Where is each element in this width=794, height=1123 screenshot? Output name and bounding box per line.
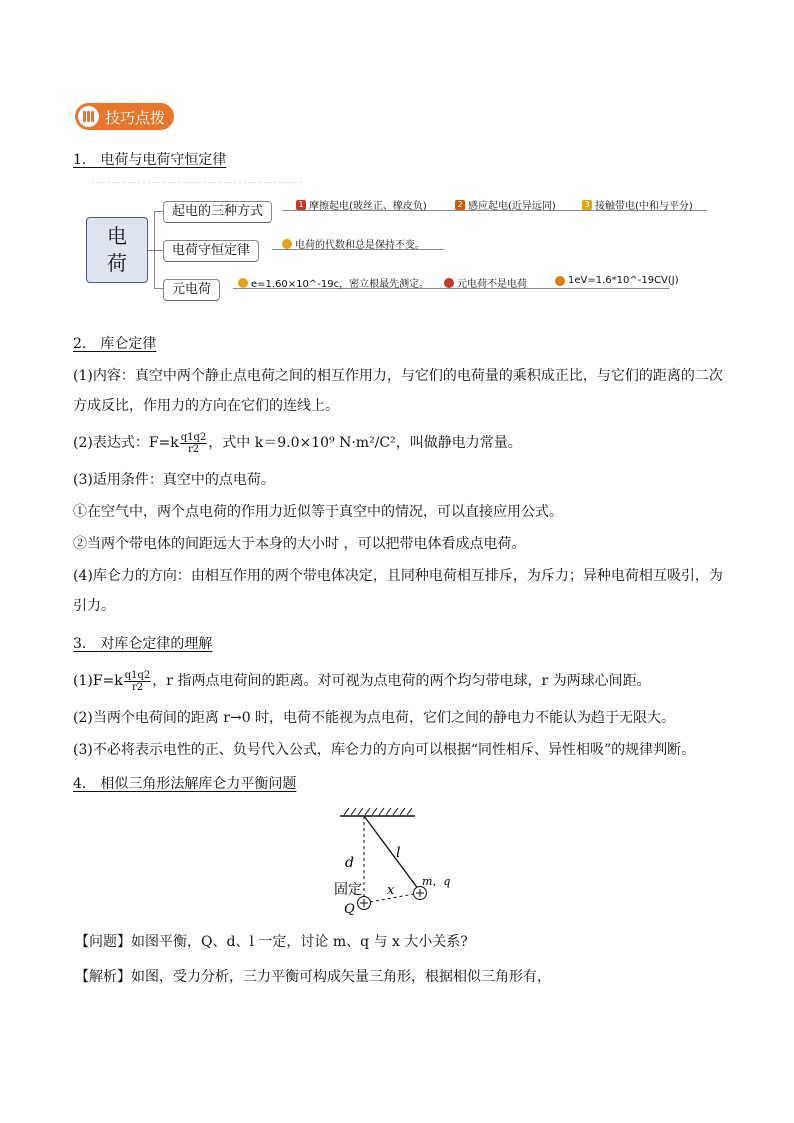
mindmap-root: [86, 217, 148, 283]
paragraph: (3)不必将表示电性的正、负号代入公式，库仑力的方向可以根据“同性相斥、异性相吸”的规律判断。: [73, 742, 696, 758]
mindmap-leaf: 电荷的代数和总是保持不变。: [282, 236, 425, 251]
section2-heading: 2． 库仑定律: [73, 336, 157, 352]
smile-icon: [555, 276, 565, 286]
mindmap-node-methods: 起电的三种方式: [163, 201, 272, 223]
mindmap-root-label: 电荷: [107, 224, 127, 275]
analysis-paragraph: 【解析】如图，受力分析，三力平衡可构成矢量三角形，根据相似三角形有，: [75, 969, 551, 985]
mindmap-node-conservation: 电荷守恒定律: [163, 240, 259, 262]
connector: [154, 211, 163, 212]
number-2-icon: 2: [455, 200, 465, 210]
section4-heading: 4． 相似三角形法解库仑力平衡问题: [73, 776, 297, 792]
label-mq: m，q: [422, 875, 451, 888]
label-l: l: [396, 845, 401, 861]
formula-paragraph: (2)表达式：F=k $\frac{q1q2}{r2}$ ，式中 k＝9.0×10⁹ N·m²/C²，叫做静电力常量。: [73, 431, 522, 455]
ceiling-hatch: [344, 808, 412, 815]
badge-label: 技巧点拨: [105, 109, 166, 127]
mindmap-leaf: 2 感应起电(近异远同): [455, 197, 556, 212]
number-3-icon: 3: [582, 200, 592, 210]
mindmap-leaf: 1 摩擦起电(玻丝正、橡皮负): [296, 197, 427, 212]
smile-icon: [282, 239, 292, 249]
pendulum-figure: [330, 800, 460, 920]
label-x: x: [387, 883, 395, 898]
section3-heading: 3． 对库仑定律的理解: [73, 636, 213, 652]
mindmap-leaf: 元电荷不是电荷: [444, 275, 527, 290]
paragraph: (3)适用条件：真空中的点电荷。: [73, 472, 275, 488]
question-paragraph: 【问题】如图平衡，Q、d、l 一定，讨论 m、q 与 x 大小关系?: [75, 934, 468, 950]
mindmap-leaf: 3 接触带电(中和与平分): [582, 197, 693, 212]
smile-icon: [238, 278, 248, 288]
mindmap-leaf: e=1.60×10^-19c，密立根最先测定。: [238, 275, 429, 290]
paragraph: ②当两个带电体的间距远大于本身的大小时 ，可以把带电体看成点电荷。: [73, 536, 526, 552]
paragraph: (1)内容：真空中两个静止点电荷之间的相互作用力，与它们的电荷量的乘积成正比，与它们的距离的二次方成反比，作用力的方向在它们的连线上。: [73, 368, 723, 414]
section1-heading: 1． 电荷与电荷守恒定律: [73, 152, 227, 168]
paragraph: ①在空气中，两个点电荷的作用力近似等于真空中的情况，可以直接应用公式。: [73, 504, 563, 520]
number-1-icon: 1: [296, 200, 306, 210]
mindmap-leaf: 1eV=1.6*10^-19CV(J): [555, 275, 679, 286]
label-Q: Q: [344, 902, 355, 917]
angry-face-icon: [444, 278, 454, 288]
connector: [154, 250, 163, 251]
label-fixed: 固定: [334, 882, 362, 898]
section-badge: [75, 103, 174, 130]
string-line: [364, 816, 419, 890]
formula-fraction: $\frac{q1q2}{r2}$: [124, 669, 151, 693]
mindmap-node-elementary-charge: 元电荷: [163, 279, 220, 301]
books-icon: [78, 106, 99, 127]
label-d: d: [345, 855, 354, 871]
connector: [154, 288, 163, 289]
faint-divider: [92, 182, 302, 185]
paragraph: (2)当两个电荷间的距离 r→0 时，电荷不能视为点电荷，它们之间的静电力不能认为趋于无限大。: [73, 710, 676, 726]
paragraph: (4)库仑力的方向：由相互作用的两个带电体决定，且同种电荷相互排斥，为斥力；异种电荷相互吸引，为引力。: [73, 568, 723, 614]
formula-paragraph: (1)F=k $\frac{q1q2}{r2}$ ，r 指两点电荷间的距离。对可视为点电荷的两个均匀带电球，r 为两球心间距。: [73, 669, 651, 693]
formula-fraction: $\frac{q1q2}{r2}$: [180, 431, 207, 455]
